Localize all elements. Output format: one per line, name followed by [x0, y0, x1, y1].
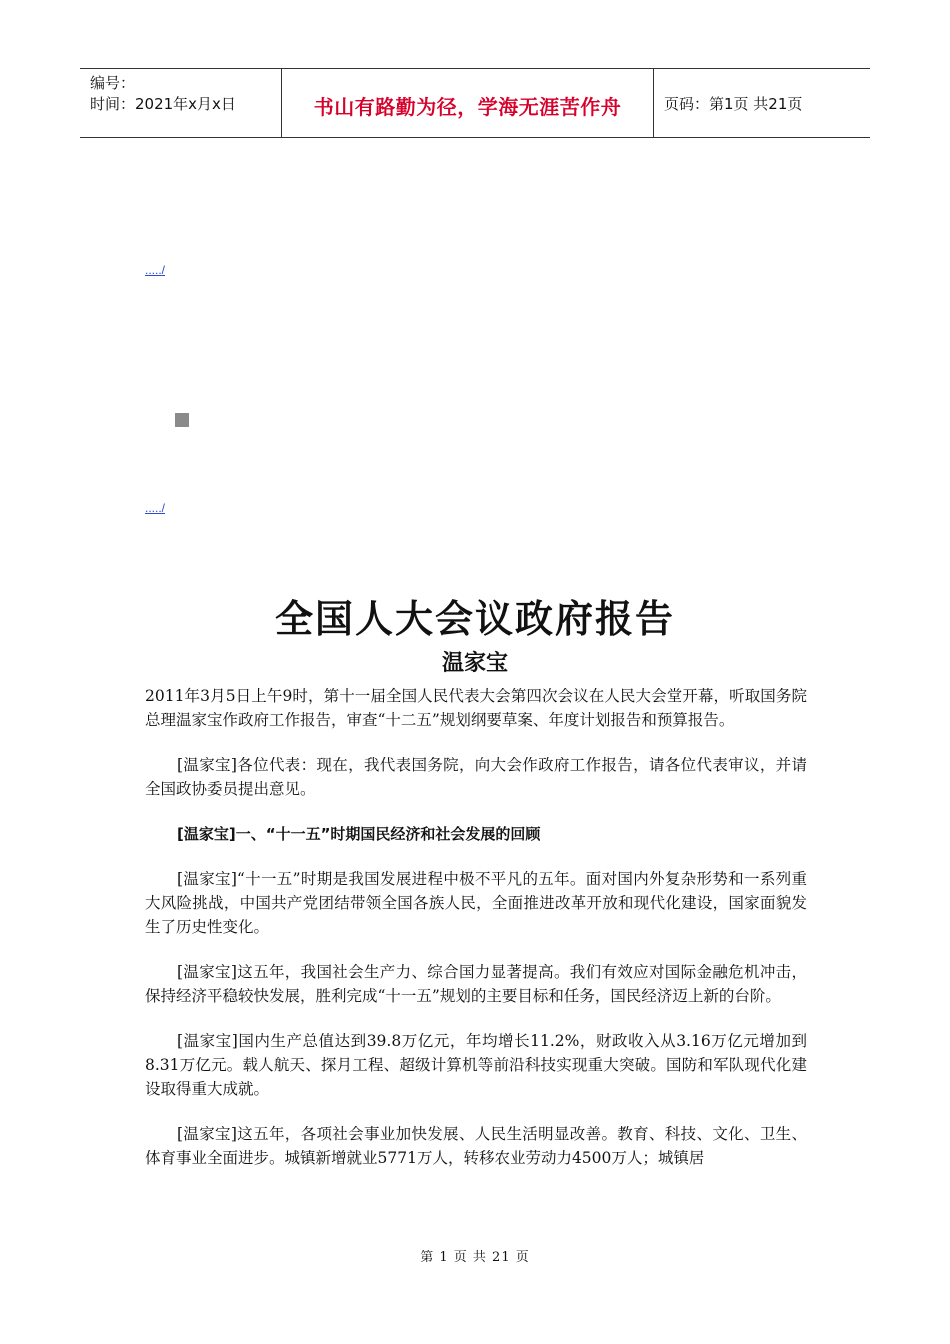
page-info-text: 页码：第1页 共21页: [664, 94, 803, 113]
section-heading: [温家宝]一、“十一五”时期国民经济和社会发展的回顾: [177, 825, 541, 843]
date-label: 时间：2021年x月x日: [90, 95, 236, 113]
document-title: 全国人大会议政府报告: [274, 597, 675, 641]
header-table: [80, 68, 870, 138]
number-label: 编号：: [90, 74, 136, 92]
page-info-cell: [654, 69, 870, 137]
paragraph: [温家宝]各位代表：现在，我代表国务院，向大会作政府工作报告，请各位代表审议，并请全国政协委员提出意见。: [145, 756, 807, 798]
motto-text: 书山有路勤为径，学海无涯苦作舟: [313, 94, 622, 119]
document-body: [145, 684, 807, 1191]
header-meta-cell: [80, 69, 281, 137]
paragraph: [温家宝]国内生产总值达到39.8万亿元，年均增长11.2%，财政收入从3.16万亿元增加到8.31万亿元。载人航天、探月工程、超级计算机等前沿科技实现重大突破。国防和军队现代化建设取得重大成就。: [145, 1032, 807, 1098]
link-1[interactable]: ...../: [145, 263, 166, 277]
paragraph: 2011年3月5日上午9时，第十一届全国人民代表大会第四次会议在人民大会堂开幕，听取国务院总理温家宝作政府工作报告，审查“十二五”规划纲要草案、年度计划报告和预算报告。: [145, 687, 807, 729]
paragraph: [温家宝]“十一五”时期是我国发展进程中极不平凡的五年。面对国内外复杂形势和一系列重大风险挑战，中国共产党团结带领全国各族人民，全面推进改革开放和现代化建设，国家面貌发生了历史性变化。: [145, 870, 807, 936]
paragraph: [温家宝]这五年，我国社会生产力、综合国力显著提高。我们有效应对国际金融危机冲击，保持经济平稳较快发展，胜利完成“十一五”规划的主要目标和任务，国民经济迈上新的台阶。: [145, 963, 807, 1005]
document-author: 温家宝: [441, 651, 508, 676]
page-footer: 第 1 页 共 21 页: [420, 1250, 530, 1265]
motto-cell: [281, 69, 654, 137]
image-placeholder-icon: [175, 413, 189, 427]
link-2[interactable]: ...../: [145, 501, 166, 515]
paragraph: [温家宝]这五年，各项社会事业加快发展、人民生活明显改善。教育、科技、文化、卫生、体育事业全面进步。城镇新增就业5771万人，转移农业劳动力4500万人；城镇居: [145, 1125, 807, 1167]
